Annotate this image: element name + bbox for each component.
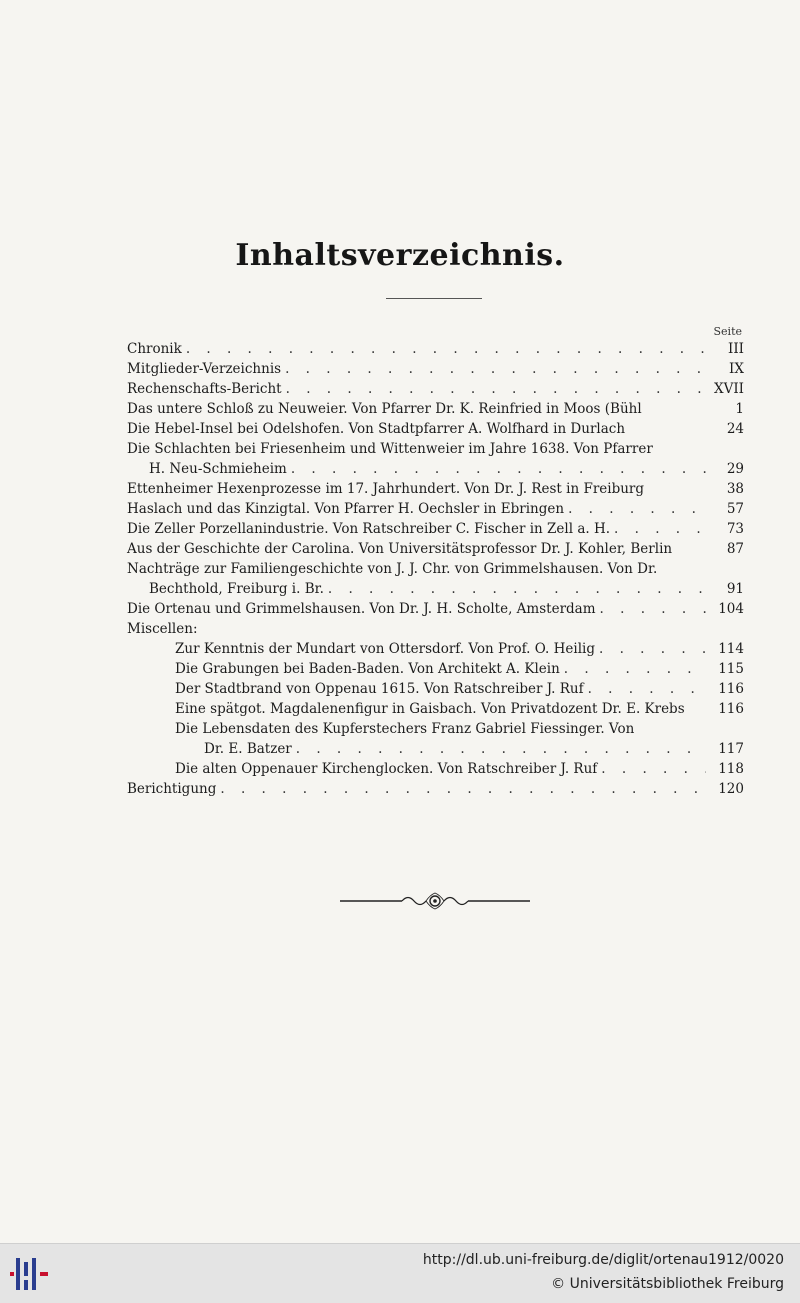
source-url-link[interactable]: http://dl.ub.uni-freiburg.de/diglit/ortenau1912/0020	[422, 1252, 784, 1268]
toc-entry: Haslach und das Kinzigtal. Von Pfarrer H. Oechsler in Ebringen . . . 57	[127, 499, 744, 519]
toc-entry: Die Ortenau und Grimmelshausen. Von Dr. J. H. Scholte, Amsterdam . . . 104	[127, 599, 744, 619]
toc-entry: Die Hebel-Insel bei Odelshofen. Von Stadtpfarrer A. Wolfhard in Durlach 24	[127, 421, 744, 437]
toc-entry: Bechthold, Freiburg i. Br. . . . 91	[127, 579, 744, 599]
toc-entry: Die Lebensdaten des Kupferstechers Franz Gabriel Fiessinger. Von	[175, 721, 635, 737]
toc-entry: H. Neu-Schmieheim . . . 29	[127, 459, 744, 479]
copyright-text: © Universitätsbibliothek Freiburg	[551, 1276, 784, 1292]
toc-entry: Der Stadtbrand von Oppenau 1615. Von Ratschreiber J. Ruf . . . 116	[127, 679, 744, 699]
ub-freiburg-logo-icon	[10, 1254, 50, 1294]
toc-entry: Zur Kenntnis der Mundart von Ottersdorf. Von Prof. O. Heilig . . . 114	[127, 639, 744, 659]
toc-entry: Die Schlachten bei Friesenheim und Wittenweier im Jahre 1638. Von Pfarrer	[127, 441, 653, 457]
table-of-contents	[127, 339, 744, 799]
toc-entry: Eine spätgot. Magdalenenfigur in Gaisbach. Von Privatdozent Dr. E. Krebs 116	[175, 701, 744, 717]
toc-entry: Chronik . . . III	[127, 339, 744, 359]
toc-entry: Die alten Oppenauer Kirchenglocken. Von Ratschreiber J. Ruf . . . 118	[127, 759, 744, 779]
toc-entry: Nachträge zur Familiengeschichte von J. J. Chr. von Grimmelshausen. Von Dr.	[127, 561, 658, 577]
ornament-divider-icon	[340, 888, 530, 914]
toc-entry: Aus der Geschichte der Carolina. Von Universitätsprofessor Dr. J. Kohler, Berlin 87	[127, 541, 744, 557]
viewer-footer	[0, 1243, 800, 1303]
page-title: Inhaltsverzeichnis.	[235, 238, 565, 273]
toc-entry: Rechenschafts-Bericht . . . XVII	[127, 379, 744, 399]
title-divider	[386, 298, 482, 299]
toc-entry: Mitglieder-Verzeichnis . . . IX	[127, 359, 744, 379]
toc-entry: Die Zeller Porzellanindustrie. Von Ratschreiber C. Fischer in Zell a. H. . . . 73	[127, 519, 744, 539]
page-column-label: Seite	[713, 325, 742, 338]
toc-entry: Dr. E. Batzer . . . 117	[127, 739, 744, 759]
toc-entry: Miscellen:	[127, 621, 198, 637]
toc-entry: Berichtigung . . . 120	[127, 779, 744, 799]
toc-entry: Ettenheimer Hexenprozesse im 17. Jahrhundert. Von Dr. J. Rest in Freiburg 38	[127, 481, 744, 497]
toc-entry: Das untere Schloß zu Neuweier. Von Pfarrer Dr. K. Reinfried in Moos (Bühl 1	[127, 401, 744, 417]
toc-entry: Die Grabungen bei Baden-Baden. Von Architekt A. Klein . . . 115	[127, 659, 744, 679]
